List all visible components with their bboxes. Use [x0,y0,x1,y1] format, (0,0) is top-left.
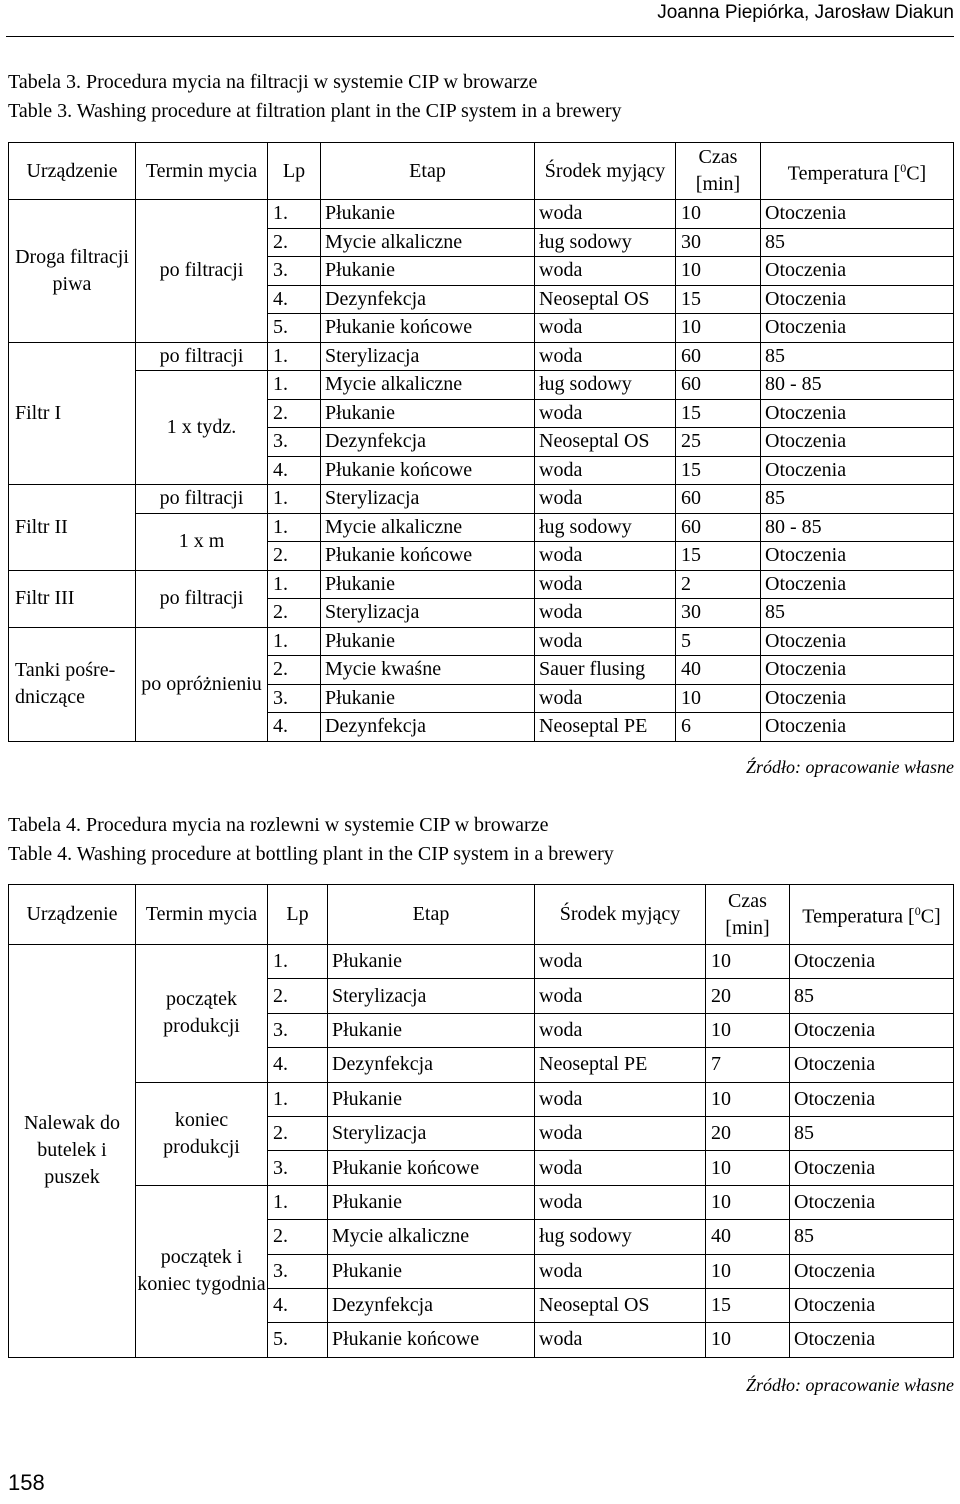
cell-time: 60 [676,371,761,400]
cell-time: 10 [676,200,761,229]
cell-temperature: Otoczenia [761,684,954,713]
cell-lp: 1. [268,371,321,400]
cell-stage: Mycie kwaśne [321,656,535,685]
cell-stage: Sterylizacja [321,485,535,514]
cell-time: 15 [676,285,761,314]
cell-time: 30 [676,599,761,628]
cell-agent: woda [535,1082,706,1116]
cell-lp: 2. [268,1220,328,1254]
cell-stage: Płukanie [328,945,535,979]
cell-stage: Dezynfekcja [321,713,535,742]
cell-stage: Sterylizacja [321,599,535,628]
cell-agent: woda [535,200,676,229]
cell-stage: Dezynfekcja [328,1048,535,1082]
cell-stage: Płukanie [321,399,535,428]
table-row [9,513,954,542]
device-filtr-3: Filtr III [9,570,136,627]
header-lp: Lp [268,885,328,945]
cell-time: 15 [676,456,761,485]
table3-caption-en: Table 3. Washing procedure at filtration plant in the CIP system in a brewery [8,100,622,122]
cell-agent: woda [535,485,676,514]
cell-agent: Neoseptal OS [535,428,676,457]
table-row [9,200,954,229]
cell-stage: Mycie alkaliczne [321,228,535,257]
cell-agent: woda [535,570,676,599]
cell-time: 15 [676,542,761,571]
header-term: Termin mycia [136,143,268,200]
header-temperature [790,885,954,945]
cell-time: 20 [706,979,790,1013]
cell-agent: woda [535,1185,706,1219]
cell-agent: woda [535,456,676,485]
cell-stage: Płukanie końcowe [321,542,535,571]
cell-stage: Dezynfekcja [321,285,535,314]
cell-agent: woda [535,1013,706,1047]
header-lp: Lp [268,143,321,200]
table3 [8,142,954,742]
cell-agent: woda [535,979,706,1013]
cell-temperature: Otoczenia [761,314,954,343]
cell-agent: woda [535,1323,706,1357]
cell-lp: 4. [268,1288,328,1322]
cell-lp: 3. [268,1013,328,1047]
header-device: Urządzenie [9,143,136,200]
cell-lp: 3. [268,1151,328,1185]
cell-lp: 5. [268,1323,328,1357]
cell-lp: 1. [268,1185,328,1219]
header-agent: Środek myjący [535,143,676,200]
cell-temperature: Otoczenia [790,1185,954,1219]
cell-time: 30 [676,228,761,257]
term-po-filtracji: po filtracji [136,200,268,343]
cell-time: 20 [706,1116,790,1150]
header-agent: Środek myjący [535,885,706,945]
cell-stage: Mycie alkaliczne [328,1220,535,1254]
cell-time: 10 [706,945,790,979]
device-filtr-2: Filtr II [9,485,136,571]
header-temperature-prefix: Temperatura [ [787,162,901,185]
cell-temperature: Otoczenia [790,1323,954,1357]
table4 [8,884,954,1358]
cell-lp: 2. [268,1116,328,1150]
cell-temperature: Otoczenia [761,399,954,428]
cell-time: 25 [676,428,761,457]
cell-lp: 2. [268,656,321,685]
cell-stage: Płukanie [321,257,535,286]
page-number: 158 [8,1470,45,1495]
cell-temperature: Otoczenia [761,257,954,286]
term-po-filtracji: po filtracji [136,485,268,514]
cell-temperature: Otoczenia [761,570,954,599]
cell-stage: Płukanie [328,1013,535,1047]
cell-agent: woda [535,542,676,571]
term-poczatek-i-koniec-tygodnia: początek i koniec tygodnia [136,1185,268,1357]
table-row [9,627,954,656]
header-stage: Etap [328,885,535,945]
header-device: Urządzenie [9,885,136,945]
cell-time: 15 [676,399,761,428]
cell-agent: woda [535,399,676,428]
cell-temperature: Otoczenia [761,200,954,229]
term-1-x-tydz: 1 x tydz. [136,371,268,485]
cell-stage: Dezynfekcja [328,1288,535,1322]
cell-time: 6 [676,713,761,742]
table4-caption [8,811,614,869]
cell-lp: 2. [268,228,321,257]
cell-lp: 1. [268,342,321,371]
header-temperature-suffix: C] [920,905,941,928]
cell-temperature: 85 [790,979,954,1013]
cell-temperature: Otoczenia [790,1048,954,1082]
cell-stage: Płukanie końcowe [321,456,535,485]
cell-agent: Sauer flusing [535,656,676,685]
cell-lp: 2. [268,599,321,628]
cell-temperature: Otoczenia [761,428,954,457]
cell-time: 10 [706,1151,790,1185]
cell-temperature: Otoczenia [790,1151,954,1185]
cell-agent: ług sodowy [535,228,676,257]
table4-source: Źródło: opracowanie własne [745,1375,954,1395]
device-droga-filtracji: Droga filtracji piwa [9,200,136,343]
cell-time: 10 [706,1323,790,1357]
table-row [9,570,954,599]
cell-lp: 4. [268,456,321,485]
cell-stage: Płukanie końcowe [328,1323,535,1357]
header-temperature [761,143,954,200]
cell-temperature: 85 [790,1220,954,1254]
cell-agent: woda [535,314,676,343]
term-po-oproznieniu: po opróżnieniu [136,627,268,741]
cell-agent: woda [535,599,676,628]
header-stage: Etap [321,143,535,200]
cell-temperature: Otoczenia [790,1082,954,1116]
cell-agent: woda [535,1254,706,1288]
cell-time: 5 [676,627,761,656]
cell-agent: Neoseptal OS [535,285,676,314]
term-po-filtracji: po filtracji [136,342,268,371]
cell-agent: woda [535,342,676,371]
header-time: Czas [min] [676,143,761,200]
cell-temperature: Otoczenia [790,1254,954,1288]
device-filtr-1: Filtr I [9,342,136,485]
cell-lp: 1. [268,485,321,514]
table-row [9,371,954,400]
table-row [9,1082,954,1116]
cell-time: 40 [706,1220,790,1254]
header-temperature-sup: 0 [914,904,921,919]
cell-lp: 1. [268,945,328,979]
cell-lp: 3. [268,1254,328,1288]
header-row [9,885,954,945]
cell-lp: 5. [268,314,321,343]
cell-lp: 2. [268,979,328,1013]
header-term: Termin mycia [136,885,268,945]
cell-temperature: Otoczenia [761,285,954,314]
cell-lp: 1. [268,627,321,656]
device-tanki: Tanki pośre-dniczące [9,627,136,741]
cell-time: 10 [706,1185,790,1219]
cell-lp: 4. [268,1048,328,1082]
cell-stage: Płukanie [321,200,535,229]
cell-time: 60 [676,485,761,514]
cell-time: 40 [676,656,761,685]
cell-temperature: Otoczenia [761,627,954,656]
cell-temperature: Otoczenia [790,1013,954,1047]
device-nalewak: Nalewak do butelek i puszek [9,945,136,1358]
cell-agent: woda [535,257,676,286]
term-po-filtracji: po filtracji [136,570,268,627]
running-header-author: Joanna Piepiórka, Jarosław Diakun [657,2,954,23]
term-poczatek-produkcji: początek produkcji [136,945,268,1083]
table3-source: Źródło: opracowanie własne [745,757,954,777]
cell-agent: woda [535,1151,706,1185]
cell-time: 10 [676,684,761,713]
cell-temperature: 85 [790,1116,954,1150]
table3-caption-pl: Tabela 3. Procedura mycia na filtracji w systemie CIP w browarze [8,71,538,93]
cell-temperature: Otoczenia [761,656,954,685]
table-row [9,485,954,514]
cell-time: 60 [676,513,761,542]
table-row [9,1185,954,1219]
term-koniec-produkcji: koniec produkcji [136,1082,268,1185]
cell-time: 10 [676,257,761,286]
cell-time: 2 [676,570,761,599]
cell-time: 15 [706,1288,790,1322]
cell-time: 10 [706,1013,790,1047]
cell-stage: Dezynfekcja [321,428,535,457]
cell-time: 60 [676,342,761,371]
cell-stage: Mycie alkaliczne [321,513,535,542]
cell-stage: Płukanie [321,570,535,599]
header-temperature-suffix: C] [906,162,927,185]
cell-stage: Płukanie [328,1082,535,1116]
cell-temperature: Otoczenia [761,456,954,485]
cell-temperature: Otoczenia [761,713,954,742]
cell-agent: Neoseptal OS [535,1288,706,1322]
cell-agent: ług sodowy [535,371,676,400]
cell-lp: 1. [268,513,321,542]
cell-agent: woda [535,1116,706,1150]
cell-stage: Sterylizacja [321,342,535,371]
table4-caption-en: Table 4. Washing procedure at bottling plant in the CIP system in a brewery [8,843,614,865]
cell-stage: Mycie alkaliczne [321,371,535,400]
header-rule [6,36,954,37]
cell-temperature: 85 [761,342,954,371]
cell-lp: 4. [268,713,321,742]
cell-stage: Płukanie [321,627,535,656]
cell-time: 10 [706,1082,790,1116]
cell-stage: Płukanie końcowe [321,314,535,343]
cell-agent: ług sodowy [535,513,676,542]
term-1-x-m: 1 x m [136,513,268,570]
cell-lp: 1. [268,1082,328,1116]
cell-lp: 3. [268,684,321,713]
cell-lp: 3. [268,257,321,286]
cell-temperature: Otoczenia [790,945,954,979]
cell-stage: Sterylizacja [328,1116,535,1150]
header-time: Czas [min] [706,885,790,945]
cell-time: 10 [676,314,761,343]
cell-time: 10 [706,1254,790,1288]
cell-lp: 4. [268,285,321,314]
cell-temperature: Otoczenia [761,542,954,571]
cell-lp: 2. [268,542,321,571]
table4-caption-pl: Tabela 4. Procedura mycia na rozlewni w systemie CIP w browarze [8,814,549,836]
cell-lp: 1. [268,200,321,229]
header-temperature-sup: 0 [900,160,907,175]
cell-agent: woda [535,684,676,713]
cell-stage: Sterylizacja [328,979,535,1013]
cell-lp: 3. [268,428,321,457]
cell-agent: Neoseptal PE [535,1048,706,1082]
cell-temperature: 80 - 85 [761,371,954,400]
cell-stage: Płukanie końcowe [328,1151,535,1185]
cell-temperature: 85 [761,599,954,628]
cell-stage: Płukanie [328,1185,535,1219]
table-row [9,342,954,371]
cell-agent: woda [535,627,676,656]
cell-lp: 2. [268,399,321,428]
cell-lp: 1. [268,570,321,599]
cell-temperature: 80 - 85 [761,513,954,542]
cell-agent: ług sodowy [535,1220,706,1254]
table3-caption [8,68,622,126]
header-temperature-prefix: Temperatura [ [802,905,915,928]
cell-temperature: Otoczenia [790,1288,954,1322]
cell-stage: Płukanie [328,1254,535,1288]
cell-time: 7 [706,1048,790,1082]
header-row [9,143,954,200]
cell-agent: woda [535,945,706,979]
cell-temperature: 85 [761,485,954,514]
cell-stage: Płukanie [321,684,535,713]
cell-agent: Neoseptal PE [535,713,676,742]
cell-temperature: 85 [761,228,954,257]
table-row [9,945,954,979]
